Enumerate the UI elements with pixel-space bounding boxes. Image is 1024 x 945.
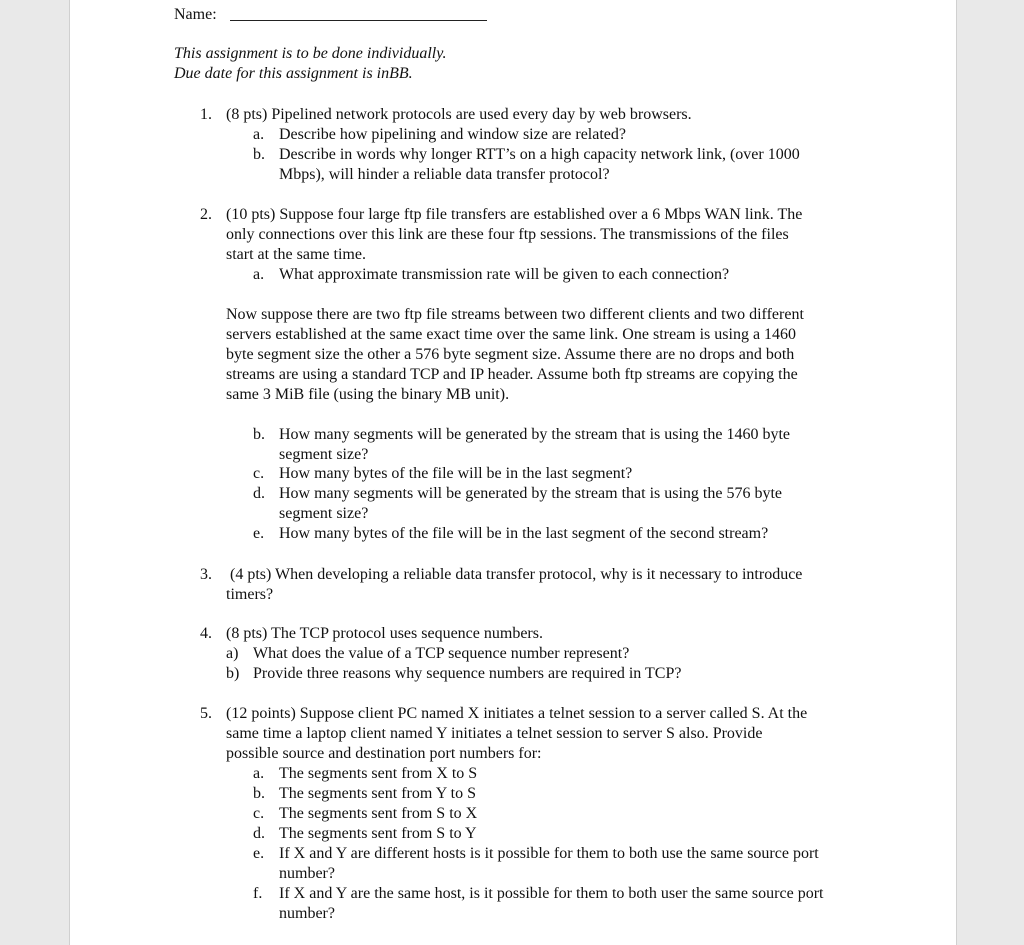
q2-paragraph-line2: servers established at the same exact time over the same link. One stream is using a 1460 bbox=[226, 326, 797, 343]
instruction-due-date: Due date for this assignment is inBB. bbox=[174, 65, 413, 82]
q2b-label: b. bbox=[253, 426, 265, 443]
q4a-label: a) bbox=[226, 645, 239, 662]
q5f-text-line2: number? bbox=[279, 905, 335, 922]
q4-number: 4. bbox=[200, 625, 212, 642]
q5b-label: b. bbox=[253, 785, 265, 802]
name-blank-line bbox=[230, 20, 487, 21]
q2-number: 2. bbox=[200, 206, 212, 223]
q1a-label: a. bbox=[253, 126, 265, 143]
q2c-text: How many bytes of the file will be in the last segment? bbox=[279, 465, 633, 482]
q5f-label: f. bbox=[253, 885, 263, 902]
q5-text-line1: (12 points) Suppose client PC named X initiates a telnet session to a server called S. At the bbox=[226, 705, 808, 722]
q5-number: 5. bbox=[200, 705, 212, 722]
q5d-label: d. bbox=[253, 825, 265, 842]
q5e-label: e. bbox=[253, 845, 265, 862]
q2d-text-line1: How many segments will be generated by the stream that is using the 576 byte bbox=[279, 485, 782, 502]
q4b-label: b) bbox=[226, 665, 240, 682]
q2b-text-line2: segment size? bbox=[279, 446, 369, 463]
q3-text-line2: timers? bbox=[226, 586, 274, 603]
q2a-label: a. bbox=[253, 266, 265, 283]
q2-paragraph-line5: same 3 MiB file (using the binary MB unit). bbox=[226, 386, 510, 403]
q4a-text: What does the value of a TCP sequence number represent? bbox=[253, 645, 630, 662]
name-label: Name: bbox=[174, 6, 217, 23]
q1b-text-line1: Describe in words why longer RTT’s on a high capacity network link, (over 1000 bbox=[279, 146, 800, 163]
q1b-label: b. bbox=[253, 146, 265, 163]
q2e-text: How many bytes of the file will be in the last segment of the second stream? bbox=[279, 525, 769, 542]
q5d-text: The segments sent from S to Y bbox=[279, 825, 477, 842]
q5-text-line3: possible source and destination port numbers for: bbox=[226, 745, 542, 762]
q5e-text-line1: If X and Y are different hosts is it possible for them to both use the same source port bbox=[279, 845, 819, 862]
instruction-individual: This assignment is to be done individually. bbox=[174, 45, 447, 62]
q3-number: 3. bbox=[200, 566, 212, 583]
q5f-text-line1: If X and Y are the same host, is it possible for them to both user the same source port bbox=[279, 885, 824, 902]
q2c-label: c. bbox=[253, 465, 265, 482]
q4-text: (8 pts) The TCP protocol uses sequence numbers. bbox=[226, 625, 543, 642]
q1-text: (8 pts) Pipelined network protocols are used every day by web browsers. bbox=[226, 106, 692, 123]
q2-paragraph-line4: streams are using a standard TCP and IP header. Assume both ftp streams are copying the bbox=[226, 366, 798, 383]
q5a-label: a. bbox=[253, 765, 265, 782]
q5e-text-line2: number? bbox=[279, 865, 335, 882]
q2-paragraph-line1: Now suppose there are two ftp file streams between two different clients and two different bbox=[226, 306, 804, 323]
q2a-text: What approximate transmission rate will be given to each connection? bbox=[279, 266, 730, 283]
q2-paragraph-line3: byte segment size the other a 576 byte segment size. Assume there are no drops and both bbox=[226, 346, 795, 363]
q2d-label: d. bbox=[253, 485, 265, 502]
q1b-text-line2: Mbps), will hinder a reliable data transfer protocol? bbox=[279, 166, 610, 183]
q5c-label: c. bbox=[253, 805, 265, 822]
q2-text-line1: (10 pts) Suppose four large ftp file transfers are established over a 6 Mbps WAN link. The bbox=[226, 206, 803, 223]
q3-text-line1: (4 pts) When developing a reliable data transfer protocol, why is it necessary to introduce bbox=[230, 566, 803, 583]
q5c-text: The segments sent from S to X bbox=[279, 805, 478, 822]
q2-text-line2: only connections over this link are these four ftp sessions. The transmissions of the files bbox=[226, 226, 789, 243]
q2d-text-line2: segment size? bbox=[279, 505, 369, 522]
q2e-label: e. bbox=[253, 525, 265, 542]
q4b-text: Provide three reasons why sequence numbers are required in TCP? bbox=[253, 665, 682, 682]
q1a-text: Describe how pipelining and window size are related? bbox=[279, 126, 626, 143]
q2-text-line3: start at the same time. bbox=[226, 246, 366, 263]
q5-text-line2: same time a laptop client named Y initiates a telnet session to server S also. Provide bbox=[226, 725, 763, 742]
q5b-text: The segments sent from Y to S bbox=[279, 785, 477, 802]
q5a-text: The segments sent from X to S bbox=[279, 765, 478, 782]
q2b-text-line1: How many segments will be generated by the stream that is using the 1460 byte bbox=[279, 426, 790, 443]
q1-number: 1. bbox=[200, 106, 212, 123]
